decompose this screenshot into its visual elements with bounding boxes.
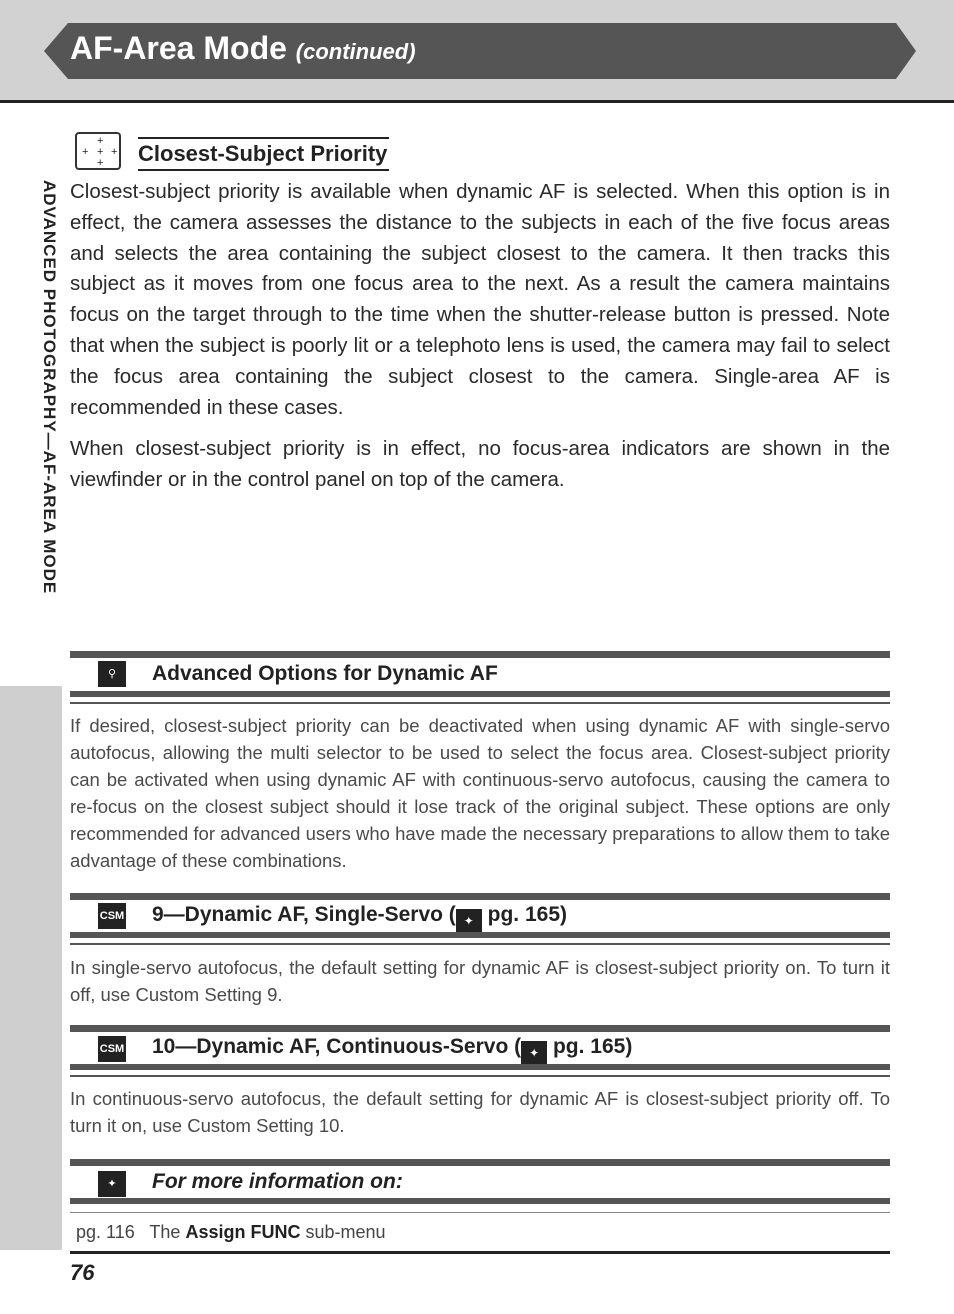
page-title: [70, 28, 416, 72]
box-rule: [70, 1075, 890, 1077]
box-divider-bar: [70, 1198, 890, 1204]
reference-page: pg. 116: [76, 1222, 135, 1242]
reference-rest: sub-menu: [305, 1222, 386, 1242]
csm-icon: CSM: [98, 903, 126, 929]
nikon-reference-icon: ✦: [521, 1041, 547, 1065]
page-title-subtitle: (continued): [295, 39, 416, 64]
sidebar-chapter-label: ADVANCED PHOTOGRAPHY—AF-AREA MODE: [40, 180, 59, 595]
box-top-bar: [70, 651, 890, 658]
sidebar-tab: [0, 686, 62, 1250]
box-title-end: pg. 165): [547, 1035, 633, 1058]
page-number: 76: [70, 1260, 95, 1285]
box-title: [152, 1033, 632, 1065]
csm-icon: CSM: [98, 1036, 126, 1062]
box-divider-bar: [70, 932, 890, 938]
box-title-end: pg. 165): [481, 903, 568, 926]
section-heading: Closest-Subject Priority: [138, 137, 389, 171]
box-rule: [70, 702, 890, 704]
reference-the: The: [149, 1222, 181, 1242]
reference-line: [76, 1219, 386, 1245]
box-divider-bar: [70, 1064, 890, 1070]
box-top-bar: [70, 1025, 890, 1032]
box-divider-bar: [70, 691, 890, 697]
box-top-bar: [70, 893, 890, 900]
box-top-bar: [70, 1159, 890, 1166]
magnifier-icon: ⚲: [98, 661, 126, 687]
box-text: In single-servo autofocus, the default setting for dynamic AF is closest-subject priority on. To turn it off, use Custom Setting 9.: [70, 957, 890, 1005]
box-title: Advanced Options for Dynamic AF: [152, 662, 498, 685]
box-rule: [70, 943, 890, 945]
box-title: For more information on:: [152, 1170, 403, 1193]
body-paragraph: Closest-subject priority is available when dynamic AF is selected. When this option is in effect, the camera assesses the distance to the subjects in each of the five focus areas and selects the area containing the subject closest to the camera. It then tracks this subject as it moves from one focus area to the next. As a result the camera maintains focus on the target through to the time when the shutter-release button is pressed. Note that when the subject is poorly lit or a telephoto lens is used, the camera may fail to select the focus area containing the subject closest to the camera. Single-area AF is recommended in these cases.: [70, 180, 890, 419]
box-title-start: 10—Dynamic AF, Continuous-Servo (: [152, 1035, 522, 1058]
page-title-main: AF-Area Mode: [70, 30, 287, 66]
nikon-reference-icon: ✦: [98, 1171, 126, 1197]
box-text: In continuous-servo autofocus, the default setting for dynamic AF is closest-subject priority off. To turn it on, use Custom Setting 10.: [70, 1088, 890, 1136]
box-rule: [70, 1212, 890, 1213]
reference-bold: Assign FUNC: [185, 1222, 301, 1242]
nikon-reference-icon: ✦: [456, 909, 482, 933]
body-paragraph: When closest-subject priority is in effect, no focus-area indicators are shown in the viewfinder or in the control panel on top of the camera.: [70, 437, 890, 491]
box-bottom-rule: [70, 1251, 890, 1254]
box-text: If desired, closest-subject priority can be deactivated when using dynamic AF with single-servo autofocus, allowing the multi selector to be used to select the focus area. Closest-subject priority can be activated when using dynamic AF with continuous-servo autofocus, causing the camera to re-focus on the closest subject should it lose track of the original subject. These options are only recommended for advanced users who have made the necessary preparations to allow them to take advantage of these combinations.: [70, 715, 890, 871]
box-title: [152, 901, 567, 933]
focus-area-grid-icon: + + + + +: [75, 132, 121, 170]
box-title-start: 9—Dynamic AF, Single-Servo (: [152, 903, 456, 926]
